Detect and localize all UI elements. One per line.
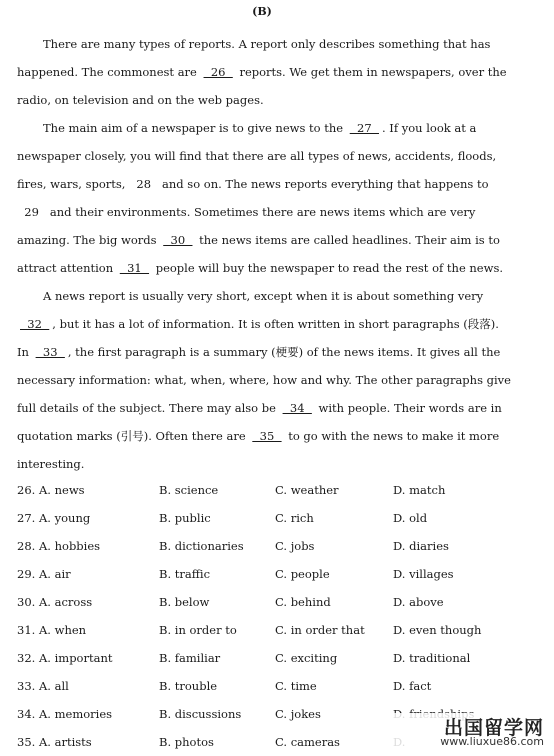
option-d: D. old xyxy=(393,511,428,525)
option-d: D. fact xyxy=(393,679,432,693)
option-a: A. important xyxy=(39,651,113,665)
question-number: 33. xyxy=(17,679,36,693)
question-number: 34. xyxy=(17,707,36,721)
paragraph-line: The main aim of a newspaper is to give news to the 27 . If you look at a xyxy=(43,121,477,135)
paragraph-line: radio, on television and on the web pages. xyxy=(17,93,264,107)
option-b: B. dictionaries xyxy=(159,539,244,553)
paragraph-line: happened. The commonest are 26 reports. We get them in newspapers, over the xyxy=(17,65,507,79)
paragraph-line: interesting. xyxy=(17,457,85,471)
option-b: B. photos xyxy=(159,735,214,749)
option-b: B. familiar xyxy=(159,651,221,665)
option-d: D. above xyxy=(393,595,444,609)
question-number: 32. xyxy=(17,651,36,665)
watermark-url: www.liuxue86.com xyxy=(440,735,544,748)
paragraph-line: newspaper closely, you will find that there are all types of news, accidents, floods, xyxy=(17,149,497,163)
option-c: C. people xyxy=(275,567,330,581)
option-a: A. hobbies xyxy=(39,539,101,553)
question-row xyxy=(17,644,537,672)
option-b: B. trouble xyxy=(159,679,218,693)
paragraph xyxy=(17,282,515,478)
question-row xyxy=(17,504,537,532)
option-a: A. memories xyxy=(39,707,113,721)
option-a: A. all xyxy=(39,679,69,693)
option-a: A. young xyxy=(39,511,91,525)
option-b: B. in order to xyxy=(159,623,237,637)
paragraph xyxy=(17,114,515,282)
site-watermark xyxy=(390,713,550,747)
option-a: A. air xyxy=(39,567,71,581)
paragraph-line: There are many types of reports. A report only describes something that has xyxy=(43,37,491,51)
question-number: 26. xyxy=(17,483,36,497)
question-row xyxy=(17,532,537,560)
option-c: C. exciting xyxy=(275,651,338,665)
option-a: A. across xyxy=(39,595,93,609)
passage xyxy=(17,30,515,478)
option-d: D. even though xyxy=(393,623,482,637)
question-row xyxy=(17,616,537,644)
option-b: B. below xyxy=(159,595,210,609)
question-number: 30. xyxy=(17,595,36,609)
paragraph-line: 29 and their environments. Sometimes there are news items which are very xyxy=(17,205,476,219)
option-d: D. match xyxy=(393,483,446,497)
paragraph-line: full details of the subject. There may also be 34 with people. Their words are in xyxy=(17,401,502,415)
option-a: A. when xyxy=(39,623,87,637)
option-c: C. time xyxy=(275,679,317,693)
paragraph-line: In 33 , the first paragraph is a summary (梗要) of the news items. It gives all the xyxy=(17,345,501,359)
paragraph-line: attract attention 31 people will buy the newspaper to read the rest of the news. xyxy=(17,261,504,275)
question-number: 31. xyxy=(17,623,36,637)
question-number: 27. xyxy=(17,511,36,525)
option-b: B. science xyxy=(159,483,219,497)
option-c: C. weather xyxy=(275,483,339,497)
option-b: B. traffic xyxy=(159,567,211,581)
option-b: B. public xyxy=(159,511,211,525)
option-d: D. villages xyxy=(393,567,454,581)
paragraph-line: A news report is usually very short, except when it is about something very xyxy=(43,289,484,303)
option-c: C. jokes xyxy=(275,707,321,721)
option-c: C. behind xyxy=(275,595,331,609)
question-number: 29. xyxy=(17,567,36,581)
paragraph-line: amazing. The big words 30 the news items are called headlines. Their aim is to xyxy=(17,233,500,247)
paragraph xyxy=(17,30,515,114)
option-d: D. traditional xyxy=(393,651,471,665)
question-row xyxy=(17,560,537,588)
question-row xyxy=(17,588,537,616)
option-c: C. jobs xyxy=(275,539,315,553)
option-d: D. diaries xyxy=(393,539,449,553)
option-b: B. discussions xyxy=(159,707,242,721)
option-c: C. cameras xyxy=(275,735,340,749)
paragraph-line: fires, wars, sports, 28 and so on. The news reports everything that happens to xyxy=(17,177,489,191)
question-number: 35. xyxy=(17,735,36,749)
question-number: 28. xyxy=(17,539,36,553)
option-a: A. news xyxy=(39,483,85,497)
paragraph-line: 32 , but it has a lot of information. It is often written in short paragraphs (段落). xyxy=(20,317,499,331)
question-row xyxy=(17,476,537,504)
question-row xyxy=(17,672,537,700)
watermark-name: 出国留学网 xyxy=(443,717,544,739)
option-c: C. in order that xyxy=(275,623,365,637)
section-title: (B) xyxy=(252,5,272,18)
option-c: C. rich xyxy=(275,511,314,525)
paragraph-line: necessary information: what, when, where, how and why. The other paragraphs give xyxy=(17,373,511,387)
paragraph-line: quotation marks (引号). Often there are 35 to go with the news to make it more xyxy=(17,429,500,443)
option-a: A. artists xyxy=(39,735,92,749)
